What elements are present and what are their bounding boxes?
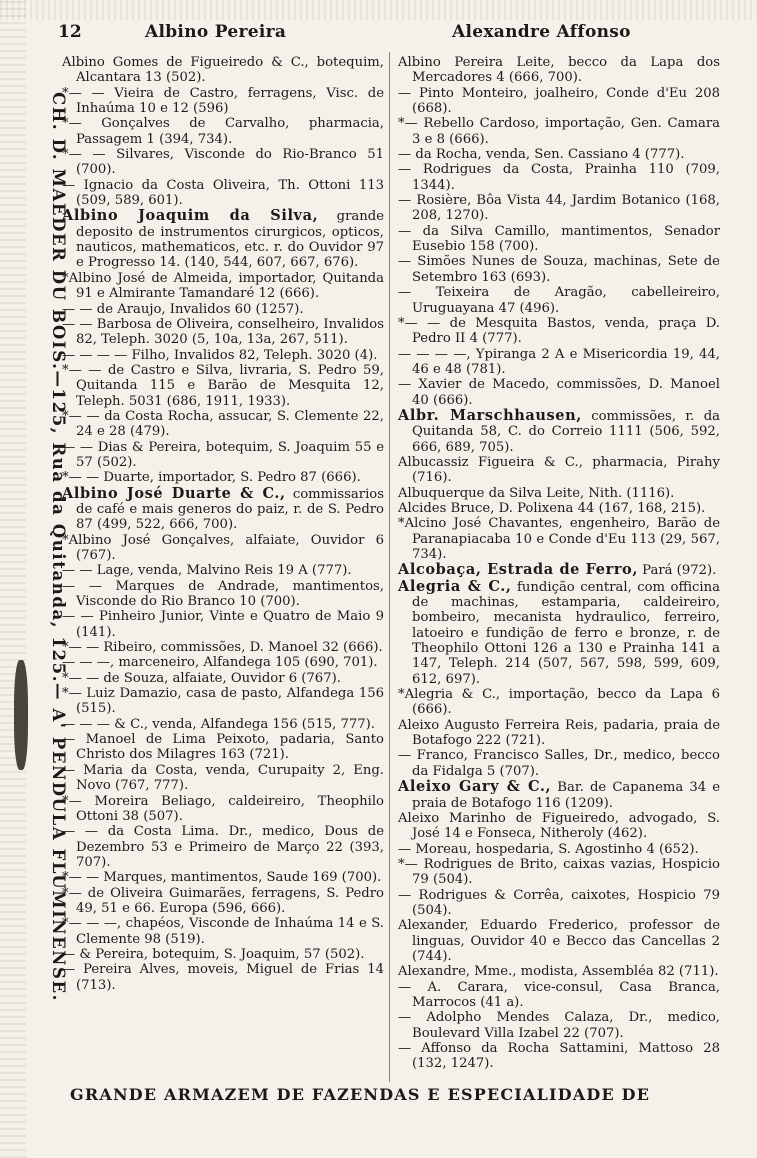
entry-text: — Simões Nunes de Souza, machinas, Sete de Setembro 163 (693). [398,254,720,285]
directory-entry [62,609,384,640]
directory-entry [398,888,720,919]
entry-text: grande deposito de instrumentos cirurgicos, opticos, nauticos, mathematicos, etc. r. do Ouvidor 97 e Progresso 14. (140, 544, 607, 667, 676). [76,209,384,271]
entry-text: Albino Pereira Leite, becco da Lapa dos Mercadores 4 (666, 700). [398,55,720,86]
entry-text: — — Barbosa de Oliveira, conselheiro, Invalidos 82, Teleph. 3020 (5, 10a, 13a, 267, 511). [62,316,384,348]
directory-entry [398,687,720,718]
directory-entry [398,1041,720,1072]
entry-text: — Teixeira de Aragão, cabelleireiro, Uruguayana 47 (496). [398,285,720,316]
entry-text: — — da Costa Lima. Dr., medico, Dous de Dezembro 53 e Primeiro de Março 22 (393, 707). [62,824,384,870]
entry-text: Alexandre, Mme., modista, Assembléa 82 (711). [398,964,719,980]
entry-text: *Albino José Gonçalves, alfaiate, Ouvidor 6 (767). [62,532,384,563]
entry-text: — Ignacio da Costa Oliveira, Th. Ottoni 113 (509, 589, 601). [62,177,384,209]
directory-entry [398,86,720,117]
entry-text: — Maria da Costa, venda, Curupaity 2, Eng. Novo (767, 777). [62,762,384,794]
entry-text: Alexander, Eduardo Frederico, professor de linguas, Ouvidor 40 e Becco das Cancellas 2 (744). [398,918,720,964]
directory-entry [398,285,720,316]
entry-text: — & Pereira, botequim, S. Joaquim, 57 (502). [62,946,365,962]
directory-entry [62,363,384,409]
entry-text: *— de Oliveira Guimarães, ferragens, S. Pedro 49, 51 e 66. Europa (596, 666). [62,885,384,916]
entry-firm-name: Albr. Marschhausen, [398,406,582,424]
directory-entry [62,533,384,564]
footer-banner: GRANDE ARMAZEM DE FAZENDAS E ESPECIALIDADE DE [70,1085,651,1104]
column-divider [389,52,390,1082]
entry-text: — Xavier de Macedo, commissões, D. Manoel 40 (666). [398,377,720,408]
directory-entry [398,1010,720,1041]
entry-text: — da Rocha, venda, Sen. Cassiano 4 (777). [398,147,685,163]
entry-text: Aleixo Augusto Ferreira Reis, padaria, praia de Botafogo 222 (721). [398,717,720,749]
directory-entry [62,409,384,440]
entry-firm-name: Albino José Duarte & C., [62,484,286,502]
directory-entry [62,794,384,825]
directory-entry [62,763,384,794]
directory-entry [62,178,384,209]
directory-entry [398,116,720,147]
entry-firm-name: Albino Joaquim da Silva, [62,207,319,225]
directory-entry [398,779,720,811]
directory-entry [62,579,384,610]
directory-entry [398,562,720,578]
entry-text: — Manoel de Lima Peixoto, padaria, Santo Christo dos Milagres 163 (721). [62,732,384,763]
entry-text: — Pereira Alves, moveis, Miguel de Frias 14 (713). [62,962,384,993]
entry-text: Bar. de Capanema 34 e praia de Botafogo 116 (1209). [412,780,721,811]
entry-text: Albucassiz Figueira & C., pharmacia, Pirahy (716). [398,454,720,486]
entry-text: *— — de Castro e Silva, livraria, S. Pedro 59, Quitanda 115 e Barão de Mesquita 12, Teleph. 5031 (686, 1911, 1933). [62,362,384,409]
directory-entry [398,224,720,255]
directory-entry [62,947,384,962]
entry-text: *— — de Souza, alfaiate, Ouvidor 6 (767). [62,670,341,686]
directory-entry [398,964,720,979]
entry-text: — — — — Filho, Invalidos 82, Teleph. 3020 (4). [62,347,378,363]
entry-text: *— — Vieira de Castro, ferragens, Visc. de Inhaúma 10 e 12 (596) [62,85,384,117]
side-advertisement-text: CH. D. MAEDER DU BOIS.—125, Rua da Quitanda, 125.— A' PENDULA FLUMINENSE. [49,92,68,1002]
entry-text: — — Marques de Andrade, mantimentos, Visconde do Rio Branco 10 (700). [62,578,384,610]
directory-entry [62,732,384,763]
directory-entry [398,455,720,486]
directory-entry [62,317,384,348]
page-number: 12 [58,22,82,42]
directory-entry [62,208,384,270]
running-head-left: Albino Pereira [145,22,287,42]
entry-text: Pará (972). [637,563,717,579]
directory-entry [62,348,384,363]
entry-text: — — —, marceneiro, Alfandega 105 (690, 701). [62,655,378,671]
entry-text: *— Rodrigues de Brito, caixas vazias, Hospicio 79 (504). [398,856,720,888]
entry-text: Albuquerque da Silva Leite, Nith. (1116). [398,485,675,501]
ink-stain [14,660,28,770]
left-column [62,55,384,993]
entry-text: — — Pinheiro Junior, Vinte e Quatro de Maio 9 (141). [62,609,384,640]
directory-entry [62,886,384,917]
directory-entry [62,302,384,317]
entry-text: — — — —, Ypiranga 2 A e Misericordia 19, 44, 46 e 48 (781). [398,346,720,377]
entry-text: *— — da Costa Rocha, assucar, S. Clemente 22, 24 e 28 (479). [62,408,384,440]
directory-entry [398,147,720,162]
directory-entry [398,193,720,224]
entry-text: *Albino José de Almeida, importador, Quitanda 91 e Almirante Tamandaré 12 (666). [62,270,384,302]
directory-entry [62,824,384,870]
directory-entry [62,686,384,717]
entry-firm-name: Alegria & C., [398,577,512,595]
entry-text: *— Moreira Beliago, caldeireiro, Theophilo Ottoni 38 (507). [62,793,384,824]
directory-entry [398,718,720,749]
directory-entry [398,748,720,779]
directory-entry [398,316,720,347]
entry-text: *— Gonçalves de Carvalho, pharmacia, Passagem 1 (394, 734). [62,116,384,147]
directory-entry [398,842,720,857]
directory-entry [398,501,720,516]
entry-text: — — Dias & Pereira, botequim, S. Joaquim 55 e 57 (502). [62,439,384,470]
entry-text: — Franco, Francisco Salles, Dr., medico, becco da Fidalga 5 (707). [398,748,720,779]
entry-text: — A. Carara, vice-consul, Casa Branca, Marrocos (41 a). [398,979,720,1010]
entry-text: — — — & C., venda, Alfandega 156 (515, 777). [62,716,375,732]
directory-entry [398,516,720,562]
entry-text: — Pinto Monteiro, joalheiro, Conde d'Eu 208 (668). [398,85,720,117]
print-noise-top [0,0,757,20]
directory-entry [62,271,384,302]
entry-text: *— — Ribeiro, commissões, D. Manoel 32 (666). [62,640,383,656]
directory-entry [62,55,384,86]
entry-text: *— — Marques, mantimentos, Saude 169 (700). [62,870,382,886]
entry-firm-name: Aleixo Gary & C., [398,778,552,796]
print-noise-left [0,0,26,1158]
entry-text: *— — —, chapéos, Visconde de Inhaúma 14 e S. Clemente 98 (519). [62,916,384,947]
directory-entry [398,857,720,888]
directory-entry [62,870,384,885]
entry-firm-name: Alcobaça, Estrada de Ferro, [398,561,638,579]
entry-text: — — Lage, venda, Malvino Reis 19 A (777). [62,563,352,579]
directory-entry [398,579,720,687]
directory-entry [62,563,384,578]
running-head-right: Alexandre Affonso [452,22,631,42]
directory-entry [62,486,384,533]
directory-entry [398,162,720,193]
directory-entry [62,147,384,178]
directory-entry [398,486,720,501]
entry-text: — Rodrigues da Costa, Prainha 110 (709, 1344). [398,162,720,193]
directory-entry [398,254,720,285]
directory-entry [62,116,384,147]
entry-text: — da Silva Camillo, mantimentos, Senador Eusebio 158 (700). [398,223,720,255]
right-column [398,55,720,1072]
directory-entry [62,671,384,686]
entry-text: commissarios de café e mais generos do paiz, r. de S. Pedro 87 (499, 522, 666, 700). [76,486,384,533]
directory-entry [398,55,720,86]
entry-text: *Alcino José Chavantes, engenheiro, Barão de Paranapiacaba 10 e Conde d'Eu 113 (29, 567, 734). [398,516,720,562]
entry-text: fundição central, com officina de machinas, estamparia, caldeireiro, bombeiro, mecanista hydraulico, ferreiro, latoeiro e fundição de ferro e bronze, r. de Theophilo Ottoni 126 a 130 e Prainha 141 a 147, Teleph. 214 (507, 567, 598, 599, 609, 612, 697). [412,579,720,687]
entry-text: *— Rebello Cardoso, importação, Gen. Camara 3 e 8 (666). [398,116,720,147]
entry-text: — Rosière, Bôa Vista 44, Jardim Botanico (168, 208, 1270). [398,193,720,224]
entry-text: commissões, r. da Quitanda 58, C. do Correio 1111 (506, 592, 666, 689, 705). [412,408,720,455]
entry-text: Alcides Bruce, D. Polixena 44 (167, 168, 215). [398,500,706,516]
directory-entry [62,86,384,117]
directory-entry [62,440,384,471]
entry-text: *— Luiz Damazio, casa de pasto, Alfandega 156 (515). [62,686,384,717]
directory-entry [398,811,720,842]
directory-entry [398,980,720,1011]
entry-text: *Alegria & C., importação, becco da Lapa 6 (666). [398,687,720,718]
entry-text: — — de Araujo, Invalidos 60 (1257). [62,301,304,317]
directory-entry [398,377,720,408]
entry-text: — Affonso da Rocha Sattamini, Mattoso 28 (132, 1247). [398,1041,720,1072]
directory-entry [62,717,384,732]
directory-entry [62,655,384,670]
entry-text: Albino Gomes de Figueiredo & C., botequim, Alcantara 13 (502). [62,55,384,86]
entry-text: — Adolpho Mendes Calaza, Dr., medico, Boulevard Villa Izabel 22 (707). [398,1010,720,1041]
directory-entry [62,640,384,655]
directory-entry [398,408,720,455]
entry-text: *— — Duarte, importador, S. Pedro 87 (666). [62,470,361,486]
directory-entry [62,962,384,993]
entry-text: — Moreau, hospedaria, S. Agostinho 4 (652). [398,841,699,857]
entry-text: *— — de Mesquita Bastos, venda, praça D. Pedro II 4 (777). [398,315,720,347]
directory-entry [62,916,384,947]
entry-text: Aleixo Marinho de Figueiredo, advogado, S. José 14 e Fonseca, Nitheroly (462). [398,810,720,842]
directory-entry [62,470,384,485]
directory-entry [398,347,720,378]
entry-text: — Rodrigues & Corrêa, caixotes, Hospicio 79 (504). [398,887,720,918]
entry-text: *— — Silvares, Visconde do Rio-Branco 51 (700). [62,147,384,178]
directory-entry [398,918,720,964]
